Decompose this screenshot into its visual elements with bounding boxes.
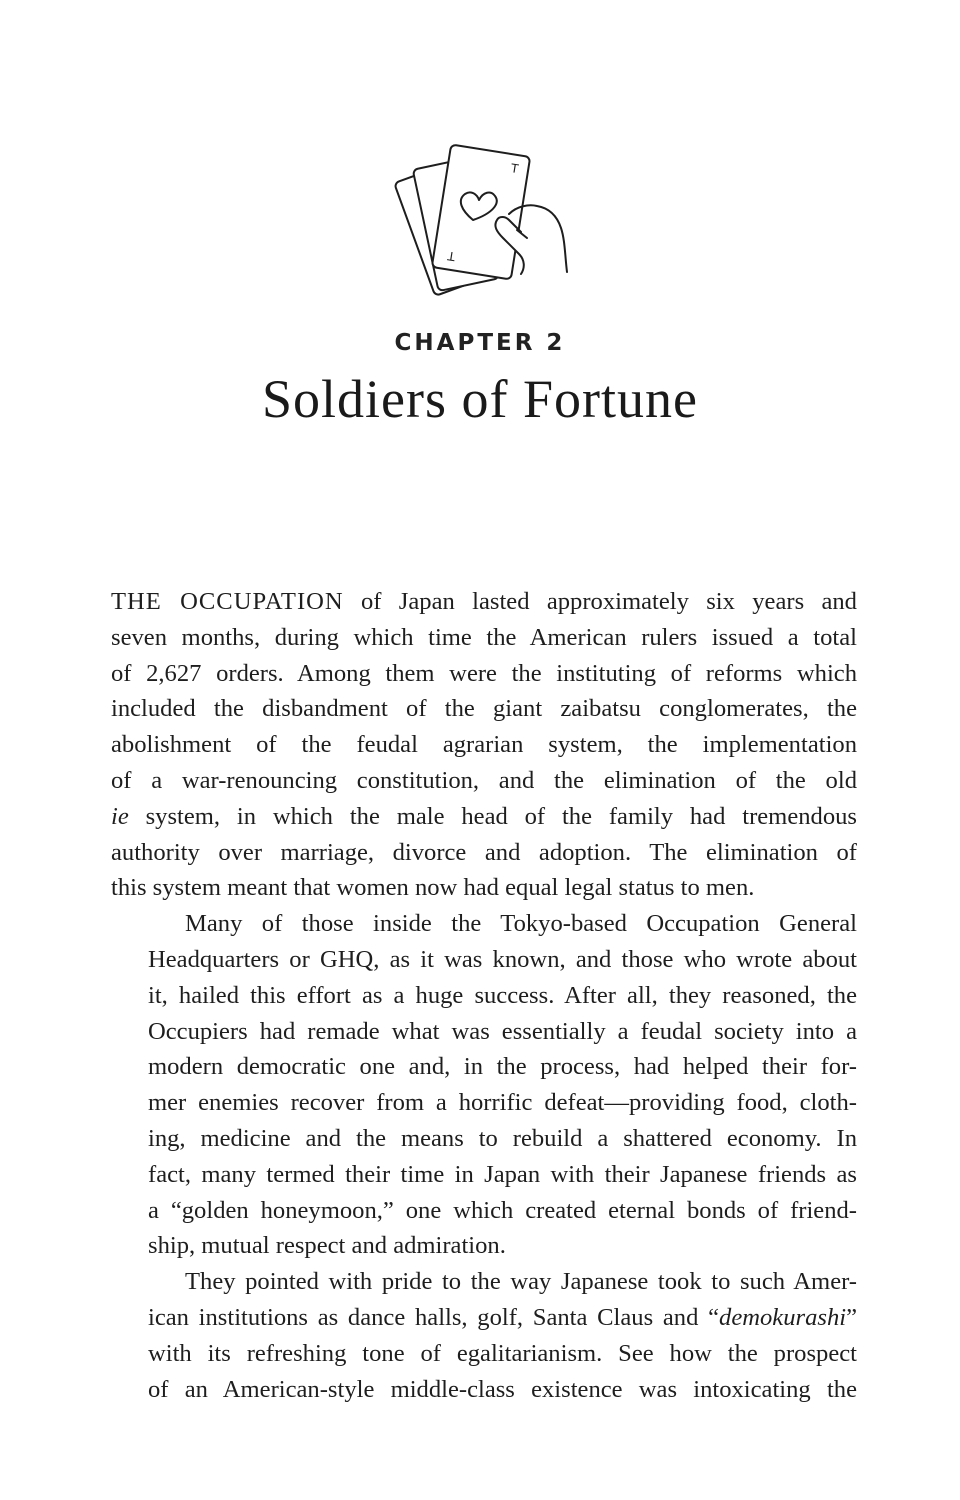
text-line: ie system, in which the male head of the family had tremendous <box>111 802 857 830</box>
text-line: Headquarters or GHQ, as it was known, and those who wrote about <box>148 945 857 973</box>
card-letter-top: T <box>509 161 520 177</box>
text-line: of 2,627 orders. Among them were the instituting of reforms which <box>111 659 857 687</box>
hand-holding-playing-cards-icon <box>385 142 585 302</box>
text-line: ing, medicine and the means to rebuild a shattered economy. In <box>148 1124 857 1152</box>
text-line: They pointed with pride to the way Japanese took to such Amer- <box>185 1268 857 1296</box>
text-line: modern democratic one and, in the process, had helped their for- <box>148 1053 857 1081</box>
text-line: included the disbandment of the giant zaibatsu conglomerates, the <box>111 695 857 723</box>
chapter-label: CHAPTER 2 <box>394 330 566 356</box>
text-line: a “golden honeymoon,” one which created eternal bonds of friend- <box>148 1196 857 1224</box>
paragraph-2 <box>111 906 857 1264</box>
text-line: authority over marriage, divorce and adoption. The elimination of <box>111 838 857 866</box>
text-line: abolishment of the feudal agrarian system, the implementation <box>111 731 857 759</box>
paragraph-1 <box>111 584 857 906</box>
text-line: it, hailed this effort as a huge success. After all, they reasoned, the <box>148 981 857 1009</box>
text-line: with its refreshing tone of egalitarianism. See how the prospect <box>148 1339 857 1367</box>
text-line: ship, mutual respect and admiration. <box>148 1232 506 1260</box>
text-line: this system meant that women now had equal legal status to men. <box>111 874 755 902</box>
text-line: THE OCCUPATION of Japan lasted approximately six years and <box>111 588 857 615</box>
text-line: Occupiers had remade what was essentially a feudal society into a <box>148 1017 857 1045</box>
text-line: of a war-renouncing constitution, and the elimination of the old <box>111 766 857 794</box>
italic-term: demokurashi <box>719 1303 847 1331</box>
text-line: Many of those inside the Tokyo-based Occupation General <box>185 910 857 938</box>
chapter-opener-smallcaps: THE OCCUPATION <box>111 588 344 615</box>
text-line: of an American-style middle-class existence was intoxicating the <box>148 1375 857 1403</box>
paragraph-3 <box>111 1264 857 1407</box>
text-line: fact, many termed their time in Japan with their Japanese friends as <box>148 1160 857 1188</box>
text-line: ican institutions as dance halls, golf, Santa Claus and “demokurashi” <box>148 1303 857 1331</box>
text-line: seven months, during which time the American rulers issued a total <box>111 623 857 651</box>
text-line: mer enemies recover from a horrific defeat—providing food, cloth- <box>148 1089 857 1117</box>
italic-term: ie <box>111 802 129 830</box>
chapter-body <box>111 584 857 1407</box>
chapter-title: Soldiers of Fortune <box>262 369 698 429</box>
card-letter-bottom: T <box>446 248 457 264</box>
